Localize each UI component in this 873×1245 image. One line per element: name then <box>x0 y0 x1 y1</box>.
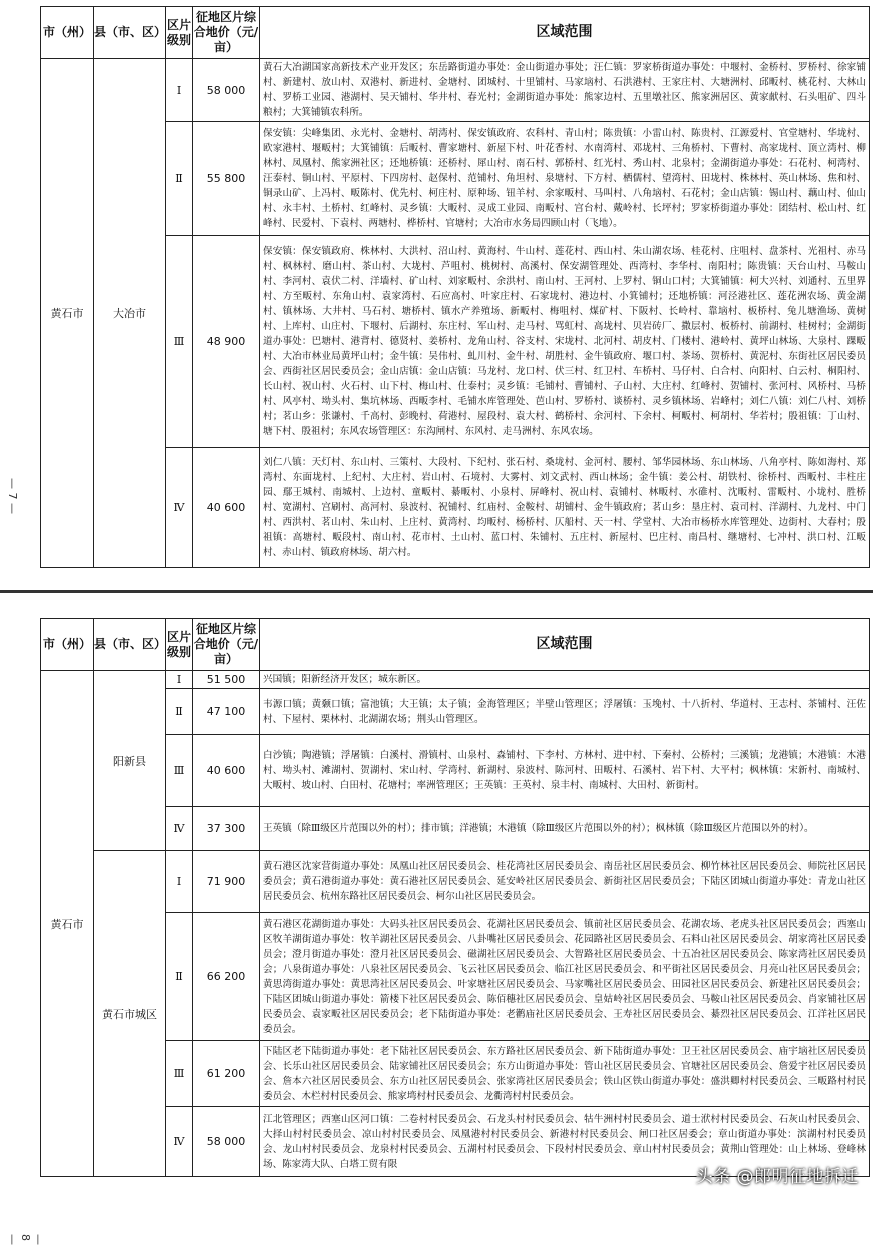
header-grade: 区片级别 <box>166 7 193 59</box>
county-cell: 大冶市 <box>94 59 166 568</box>
price-cell: 40 600 <box>193 448 260 568</box>
grade-cell: Ⅱ <box>166 913 193 1041</box>
price-cell: 61 200 <box>193 1041 260 1107</box>
grade-cell: Ⅱ <box>166 122 193 236</box>
header-price: 征地区片综合地价（元/亩） <box>193 619 260 671</box>
grade-cell: Ⅲ <box>166 1041 193 1107</box>
range-cell: 下陆区老下陆街道办事处：老下陆社区居民委员会、东方路社区居民委员会、新下陆街道办事处：卫王社区居民委员会、庙宇垴社区居民委员会、长乐山社区居民委员会、陆家铺社区居民委员会；东方山街道办事处：管山社区居民委员会、官塘社区居民委员会、詹爱宇社区居民委员会、詹本六社区居民委员会、东方山社区居民委员会、张家湾社区居民委员会；铁山区铁山街道办事处：盛洪卿村村民委员会、三畈路村村民委员会、木栏村村民委员会、熊家塆村村民委员会、龙衢湾村村民委员会。 <box>260 1041 870 1107</box>
page-number: — 8 — <box>6 1234 45 1245</box>
price-cell: 48 900 <box>193 236 260 448</box>
page-divider <box>0 590 873 593</box>
grade-cell: Ⅳ <box>166 1107 193 1177</box>
grade-cell: Ⅰ <box>166 671 193 689</box>
table-row <box>41 807 870 851</box>
table-row <box>41 122 870 236</box>
price-cell: 55 800 <box>193 122 260 236</box>
city-cell: 黄石市 <box>41 671 94 1177</box>
grade-cell: Ⅱ <box>166 689 193 735</box>
price-cell: 37 300 <box>193 807 260 851</box>
table-row <box>41 671 870 689</box>
range-cell: 韦源口镇；黄颡口镇；富池镇；大王镇；太子镇；金海管理区；半壁山管理区；浮屠镇：玉堍村、十八折村、华道村、王志村、茶铺村、汪佐村、下屋村、栗林村、北湖湖农场；荆头山管理区。 <box>260 689 870 735</box>
table-header <box>41 619 870 671</box>
range-cell: 黄石港区沈家营街道办事处：凤凰山社区居民委员会、桂花湾社区居民委员会、南岳社区居民委员会、柳竹林社区居民委员会、师院社区居民委员会；黄石港街道办事处：黄石港社区居民委员会、延安岭社区居民委员会、新街社区居民委员会；下陆区团城山街道办事处：青龙山社区居民委员会、杭州东路社区居民委员会、柯尔山社区居民委员会。 <box>260 851 870 913</box>
header-city: 市（州） <box>41 619 94 671</box>
price-cell: 66 200 <box>193 913 260 1041</box>
grade-cell: Ⅳ <box>166 448 193 568</box>
price-cell: 58 000 <box>193 59 260 122</box>
table-row <box>41 851 870 913</box>
range-cell: 保安镇：尖峰集团、永光村、金塘村、胡湾村、保安镇政府、农科村、青山村；陈贵镇：小雷山村、陈贵村、江源爱村、官堂塘村、华垅村、欧家港村、堰畈村；大箕铺镇：后畈村、曹家塘村、新屋下村、叶花香村、水南湾村、邓垅村、三角桥村、下曹村、高家垅村、顶立湾村、柳林村、凤凰村、熊家洲社区；还地桥镇：还桥村、犀山村、南石村、郭桥村、红光村、秀山村、北泉村；金湖街道办事处：石花村、柯湾村、汪泰村、铜山村、平原村、下四房村、赵保村、范铺村、角坦村、泉塘村、下方村、栖儒村、望湾村、田垅村、株林村、英山林场、焦和村、铜录山矿、上冯村、畈陈村、优先村、柯庄村、原种场、钮羊村、余家畈村、马叫村、八角垴村、石花村；金山店镇：锡山村、藕山村、仙山村、永丰村、土桥村、红峰村、灵乡镇：大畈村、灵成工业园、南畈村、宫台村、戴岭村、长坪村；罗家桥街道办事处：团结村、松山村、红峰村、民爱村、下袁村、两塘村、桦桥村、官塘村；大冶市水务局四顾山村（飞地）。 <box>260 122 870 236</box>
grade-cell: Ⅲ <box>166 735 193 807</box>
price-cell: 40 600 <box>193 735 260 807</box>
table-row <box>41 59 870 122</box>
land-price-table-bottom <box>40 618 870 1177</box>
header-county: 县（市、区） <box>94 7 166 59</box>
page-number: — 7 — <box>6 478 19 514</box>
range-cell: 王英镇（除Ⅲ级区片范围以外的村）；排市镇；洋港镇；木港镇（除Ⅲ级区片范围以外的村）；枫林镇（除Ⅲ级区片范围以外的村）。 <box>260 807 870 851</box>
table-row <box>41 913 870 1041</box>
table-row <box>41 735 870 807</box>
table-row <box>41 689 870 735</box>
header-city: 市（州） <box>41 7 94 59</box>
page-7 <box>0 0 873 588</box>
city-cell: 黄石市 <box>41 59 94 568</box>
range-cell: 兴国镇；阳新经济开发区；城东新区。 <box>260 671 870 689</box>
page-8 <box>0 606 873 1245</box>
range-cell: 黄石港区花湖街道办事处：大码头社区居民委员会、花湖社区居民委员会、镇前社区居民委员会、花湖农场、老虎头社区居民委员会；西塞山区牧羊湖街道办事处：牧羊湖社区居民委员会、八卦嘴社区居民委员会、花园路社区居民委员会、石料山社区居民委员会、胡家湾社区居民委员会；澄月街道办事处：澄月社区居民委员会、磁湖社区居民委员会、大智路社区居民委员会、十五冶社区居民委员会、陈家湾社区居民委员会；八泉街道办事处：八泉社区居民委员会、飞云社区居民委员会、临江社区居民委员会、和平街社区居民委员会、月亮山社区居民委员会；黄思湾街道办事处：黄思湾社区居民委员会、叶家塘社区居民委员会、马家嘴社区居民委员会、田园社区居民委员会、新建社区居民委员会；下陆区团城山街道办事处：箭楼下社区居民委员会、陈佰穗社区居民委员会、皇姑岭社区居民委员会、马鞍山社区居民委员会、肖家铺社区居民委员会、袁家畈社区居民委员会；老下陆街道办事处：老鹳庙社区居民委员会、王寿社区居民委员会、綦烈社区居民委员会、江洋社区居民委员会。 <box>260 913 870 1041</box>
header-price: 征地区片综合地价（元/亩） <box>193 7 260 59</box>
range-cell: 黄石大冶湖国家高新技术产业开发区；东岳路街道办事处：金山街道办事处；汪仁镇：罗家桥街道办事处：中堰村、金桥村、罗桥村、徐家铺村、新建村、放山村、双港村、新进村、金塘村、团城村、十里铺村、马家垴村、石洪港村、王家庄村、大塘洲村、邱畈村、桃花村、大林山村、罗桥工业园、港湖村、吴天铺村、华井村、春光村；金湖街道办事处：熊家边村、五里墩社区、熊家洲居区、黄家献村、石头咀矿、四斗粮村；大箕铺镇农科所。 <box>260 59 870 122</box>
header-range: 区域范围 <box>260 7 870 59</box>
grade-cell: Ⅳ <box>166 807 193 851</box>
county-cell: 黄石市城区 <box>94 851 166 1177</box>
table-row <box>41 448 870 568</box>
header-county: 县（市、区） <box>94 619 166 671</box>
land-price-table-top <box>40 6 870 568</box>
table-header <box>41 7 870 59</box>
price-cell: 51 500 <box>193 671 260 689</box>
table-row <box>41 1041 870 1107</box>
range-cell: 江北管理区；西塞山区河口镇：二卷村村民委员会、石龙头村村民委员会、牯牛洲村村民委员会、道士洑村村民委员会、石灰山村民委员会、大择山村村民委员会、凉山村村民委员会、凤凰港村村民委员会、新港村村民委员会、闸口社区居委会；章山街道办事处：滨湖村村民委员会、龙山村村民委员会、龙泉村村民委员会、五湖村村民委员会、下段村村民委员会、章山村村民委员会；黄荆山管理处：山上林场、登峰林场、陈家湾大队、白塔工贸有限 <box>260 1107 870 1177</box>
price-cell: 71 900 <box>193 851 260 913</box>
range-cell: 刘仁八镇：天灯村、东山村、三策村、大段村、下纪村、张石村、桑垅村、金河村、腰村、邹华园林场、东山林场、八角亭村、陈如海村、郑湾村、东面垅村、上纪村、大庄村、岩山村、石境村、大雾村、刘文武村、西山林场；金牛镇：姜公村、胡铁村、徐桥村、西畈村、丰柱庄园、鄢王城村、南城村、上边村、童畈村、綦畈村、小泉村、屏峰村、祝山村、袁铺村、林畈村、水碓村、沈畈村、雷畈村、小垅村、胜桥村、宽湖村、宫刷村、高河村、泉波村、祝铺村、红庙村、金鞍村、胡铺村、金牛镇政府；茗山乡：垦庄村、袁司村、洋湖村、九龙村、中门村、西洪村、茗山村、朱山村、上庄村、黄湾村、均畈村、杨桥村、仄船村、天一村、学堂村、大冶市杨桥水库管理处、边街村、大春村；殷祖镇：高塘村、畈段村、南山村、花市村、土山村、蓝口村、朱铺村、五庄村、新屋村、巴庄村、南昌村、继塘村、七冲村、洪口村、江畈村、赤山村、镇政府林场、胡六村。 <box>260 448 870 568</box>
range-cell: 保安镇：保安镇政府、株林村、大洪村、沼山村、黄海村、牛山村、莲花村、西山村、朱山湖农场、桂花村、庄咀村、盘茶村、光祖村、赤马村、枫林村、磨山村、茶山村、大垅村、芦咀村、桃树村、高溪村、保安湖管理处、西湾村、李华村、南阳村；陈贵镇：天台山村、马鞍山村、李河村、袁伏二村、洋墙村、矿山村、刘家畈村、余洪村、南山村、王河村、上罗村、铜山口村；大箕铺镇：柯大兴村、刘通村、五里界村、方至畈村、东角山村、袁家湾村、石应高村、叶家庄村、石家垅村、港边村、小箕铺村；还地桥镇：河泾港社区、莲花洲农场、黄金湖村、镇林场、大井村、马石村、塘桥村、镇水产养殖场、新畈村、梅咀村、煤矿村、下阪村、长岭村、靠垴村、板桥村、兔儿塘渔场、黄树村、上库村、山庄村、下堰村、后湖村、东庄村、军山村、走马村、骂虹村、高垅村、贝岩砖厂、撒层村、板桥村、前湖村、桂树村；金湖街道办事处：巴塘村、港背村、德贤村、姜桥村、龙角山村、谷支村、宋垅村、北河村、胡皮村、门楼村、港岭村、黄坪山林场、大泉村、踝畈村、大冶市林业局黄坪山村；金牛镇：吴伟村、虬川村、金牛村、胡胜村、金牛镇政府、堰口村、茶场、贺桥村、黄泥村、东街社区居民委员会、西街社区居民委员会；金山店镇：金山店镇：马龙村、龙口村、伏三村、红卫村、车桥村、马仔村、白合村、向阳村、白云村、桐阳村、长山村、祝山村、火石村、山下村、梅山村、仕泰村；灵乡镇：毛铺村、曹铺村、子山村、大庄村、红峰村、贺铺村、张河村、风桥村、马桥村、风亭村、坳头村、集坑林场、西畈李村、毛铺水库管理处、芭山村、罗桥村、谈桥村、灵乡镇林场、岩峰村；刘仁八镇：刘仁八村、刘桥村；茗山乡：张谦村、千高村、彭晚村、荷港村、屋段村、袁大村、鹤桥村、余河村、下余村、柯畈村、柯胡村、华若村；殷祖镇：丁山村、塘下村、殷祖村；东风农场管理区：东沟闸村、东风村、走马洲村、东风农场。 <box>260 236 870 448</box>
header-range: 区域范围 <box>260 619 870 671</box>
grade-cell: Ⅰ <box>166 851 193 913</box>
price-cell: 58 000 <box>193 1107 260 1177</box>
header-grade: 区片级别 <box>166 619 193 671</box>
price-cell: 47 100 <box>193 689 260 735</box>
grade-cell: Ⅰ <box>166 59 193 122</box>
range-cell: 白沙镇；陶港镇；浮屠镇：白溪村、滑镇村、山泉村、森铺村、下李村、方林村、进中村、下秦村、公桥村；三溪镇；龙港镇；木港镇：木港村、坳头村、滩湖村、贺湖村、宋山村、学湾村、新湖村、泉波村、陈河村、田畈村、石溪村、岩下村、大平村；枫林镇：宋新村、南城村、大畈村、坡山村、白田村、花塘村；率洲管理区；王英镇：王英村、泉丰村、南城村、大田村、新街村。 <box>260 735 870 807</box>
county-cell: 阳新县 <box>94 671 166 851</box>
table-row <box>41 236 870 448</box>
grade-cell: Ⅲ <box>166 236 193 448</box>
watermark: 头条 @郎明征地拆迁 <box>695 1167 859 1187</box>
